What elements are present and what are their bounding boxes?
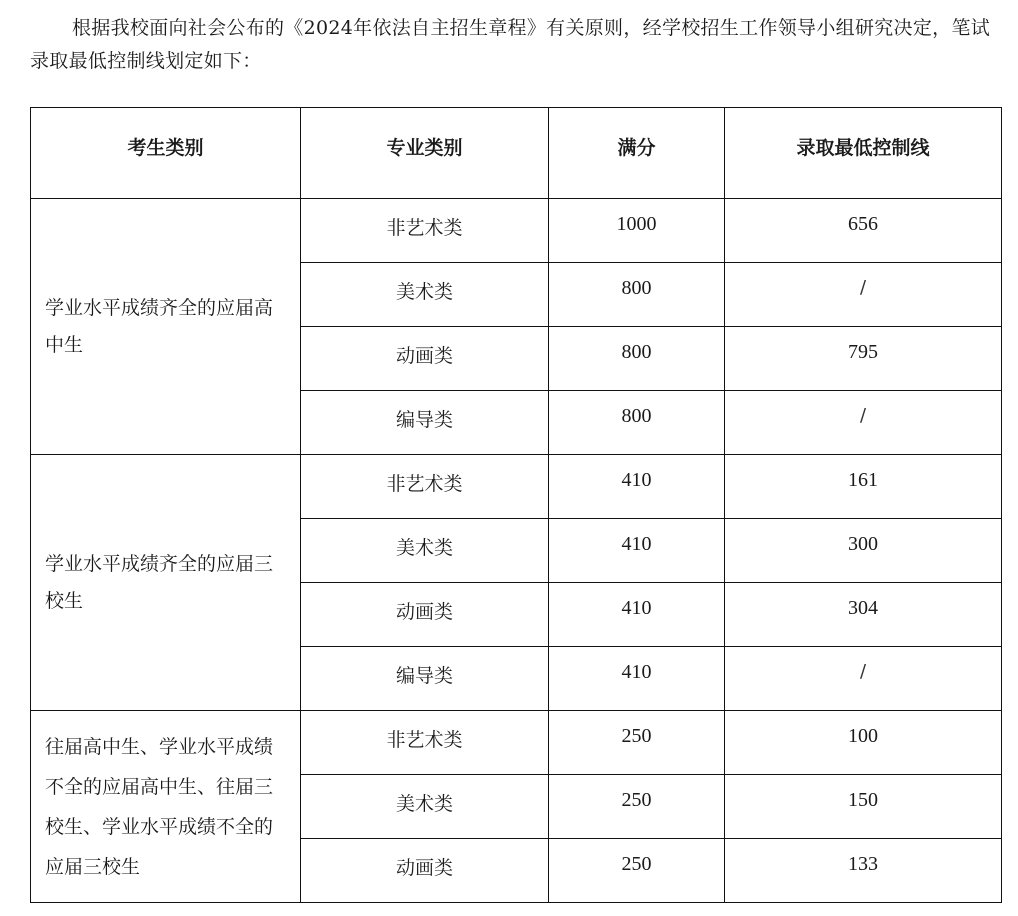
major-cell: 非艺术类 (301, 711, 549, 775)
min-line-cell: / (725, 391, 1002, 455)
full-score-cell: 800 (549, 263, 725, 327)
full-score-cell: 410 (549, 583, 725, 647)
table-row (31, 455, 1002, 519)
header-major-category: 专业类别 (301, 108, 549, 199)
min-line-cell: 304 (725, 583, 1002, 647)
table-row (31, 199, 1002, 263)
min-line-cell: 100 (725, 711, 1002, 775)
min-line-cell: 795 (725, 327, 1002, 391)
header-full-score: 满分 (549, 108, 725, 199)
student-category-cell: 学业水平成绩齐全的应届三校生 (31, 455, 301, 711)
table-header-row (31, 108, 1002, 199)
major-cell: 美术类 (301, 775, 549, 839)
full-score-cell: 250 (549, 839, 725, 903)
major-cell: 非艺术类 (301, 455, 549, 519)
min-line-cell: 150 (725, 775, 1002, 839)
major-cell: 动画类 (301, 839, 549, 903)
full-score-cell: 410 (549, 647, 725, 711)
min-line-cell: / (725, 647, 1002, 711)
major-cell: 编导类 (301, 391, 549, 455)
min-line-cell: 161 (725, 455, 1002, 519)
min-line-cell: 300 (725, 519, 1002, 583)
admission-score-table (30, 107, 1002, 903)
min-line-cell: / (725, 263, 1002, 327)
full-score-cell: 800 (549, 391, 725, 455)
header-student-category: 考生类别 (31, 108, 301, 199)
major-cell: 美术类 (301, 519, 549, 583)
min-line-cell: 656 (725, 199, 1002, 263)
major-cell: 动画类 (301, 583, 549, 647)
full-score-cell: 250 (549, 711, 725, 775)
student-category-cell: 学业水平成绩齐全的应届高中生 (31, 199, 301, 455)
table-row (31, 711, 1002, 775)
full-score-cell: 410 (549, 519, 725, 583)
major-cell: 编导类 (301, 647, 549, 711)
full-score-cell: 1000 (549, 199, 725, 263)
min-line-cell: 133 (725, 839, 1002, 903)
full-score-cell: 410 (549, 455, 725, 519)
full-score-cell: 250 (549, 775, 725, 839)
student-category-cell: 往届高中生、学业水平成绩不全的应届高中生、往届三校生、学业水平成绩不全的应届三校生 (31, 711, 301, 903)
full-score-cell: 800 (549, 327, 725, 391)
major-cell: 动画类 (301, 327, 549, 391)
major-cell: 美术类 (301, 263, 549, 327)
header-minimum-line: 录取最低控制线 (725, 108, 1002, 199)
intro-paragraph: 根据我校面向社会公布的《2024年依法自主招生章程》有关原则，经学校招生工作领导小组研究决定，笔试录取最低控制线划定如下： (30, 17, 991, 72)
major-cell: 非艺术类 (301, 199, 549, 263)
